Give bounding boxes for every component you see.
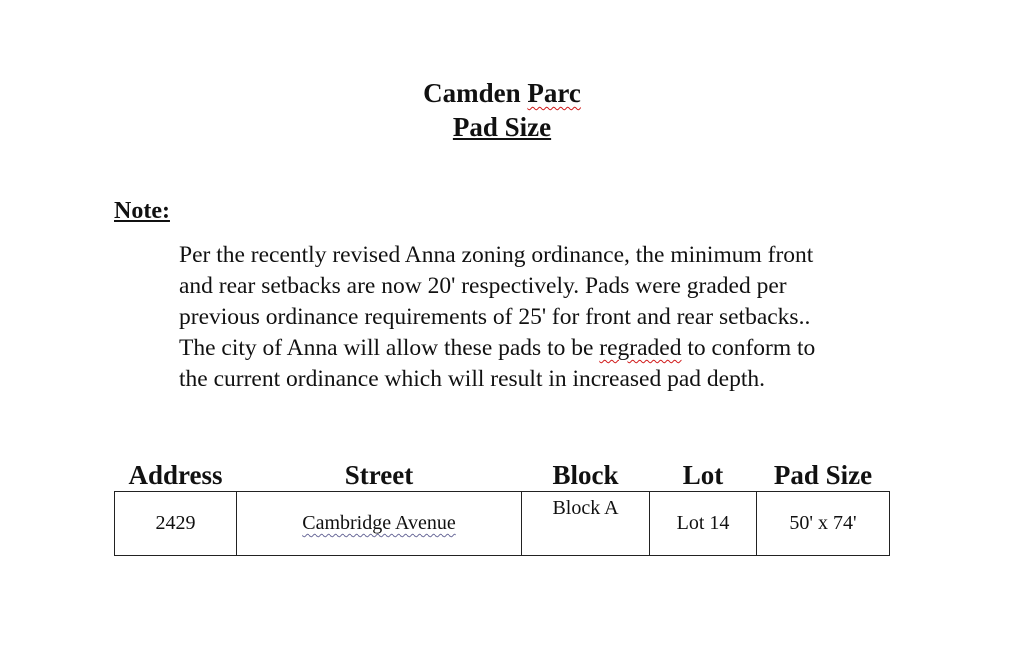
pad-size-cell: 50' x 74': [757, 492, 890, 556]
address-cell: 2429: [115, 492, 237, 556]
note-body: [179, 240, 899, 395]
note-label: Note:: [114, 198, 170, 224]
block-cell: Block A: [522, 492, 650, 556]
document-subtitle: [0, 110, 1004, 144]
document-title: [0, 76, 1004, 110]
lot-cell: Lot 14: [650, 492, 757, 556]
note-line: Per the recently revised Anna zoning ordinance, the minimum front: [179, 242, 814, 268]
column-header-address: Address: [128, 460, 223, 490]
pad-size-table: [114, 458, 890, 556]
note-line: and rear setbacks are now 20' respectively. Pads were graded per: [179, 273, 787, 299]
table-row: [115, 492, 890, 556]
street-cell: [237, 492, 522, 556]
column-header-street: Street: [344, 460, 414, 490]
column-header-pad-size: Pad Size: [773, 460, 873, 490]
spellcheck-flagged-word[interactable]: Parc: [527, 78, 581, 108]
spellcheck-flagged-word[interactable]: regraded: [599, 335, 682, 361]
note-line: [179, 333, 899, 364]
column-header-block: Block: [552, 460, 619, 490]
note-line: previous ordinance requirements of 25' for front and rear setbacks..: [179, 304, 811, 330]
document-title-block: [0, 76, 1004, 144]
note-line: the current ordinance which will result in increased pad depth.: [179, 366, 765, 392]
street-cell-text: Cambridge Avenue: [302, 512, 456, 534]
document-subtitle-text: Pad Size: [452, 112, 552, 142]
pad-size-table-wrap: [114, 458, 889, 556]
table-header-row: [115, 458, 890, 492]
document-title-text: Camden: [423, 78, 528, 108]
note-line-segment: The city of Anna will allow these pads to be: [179, 335, 600, 361]
column-header-lot: Lot: [682, 460, 724, 490]
note-line-segment: to conform to: [681, 335, 816, 361]
